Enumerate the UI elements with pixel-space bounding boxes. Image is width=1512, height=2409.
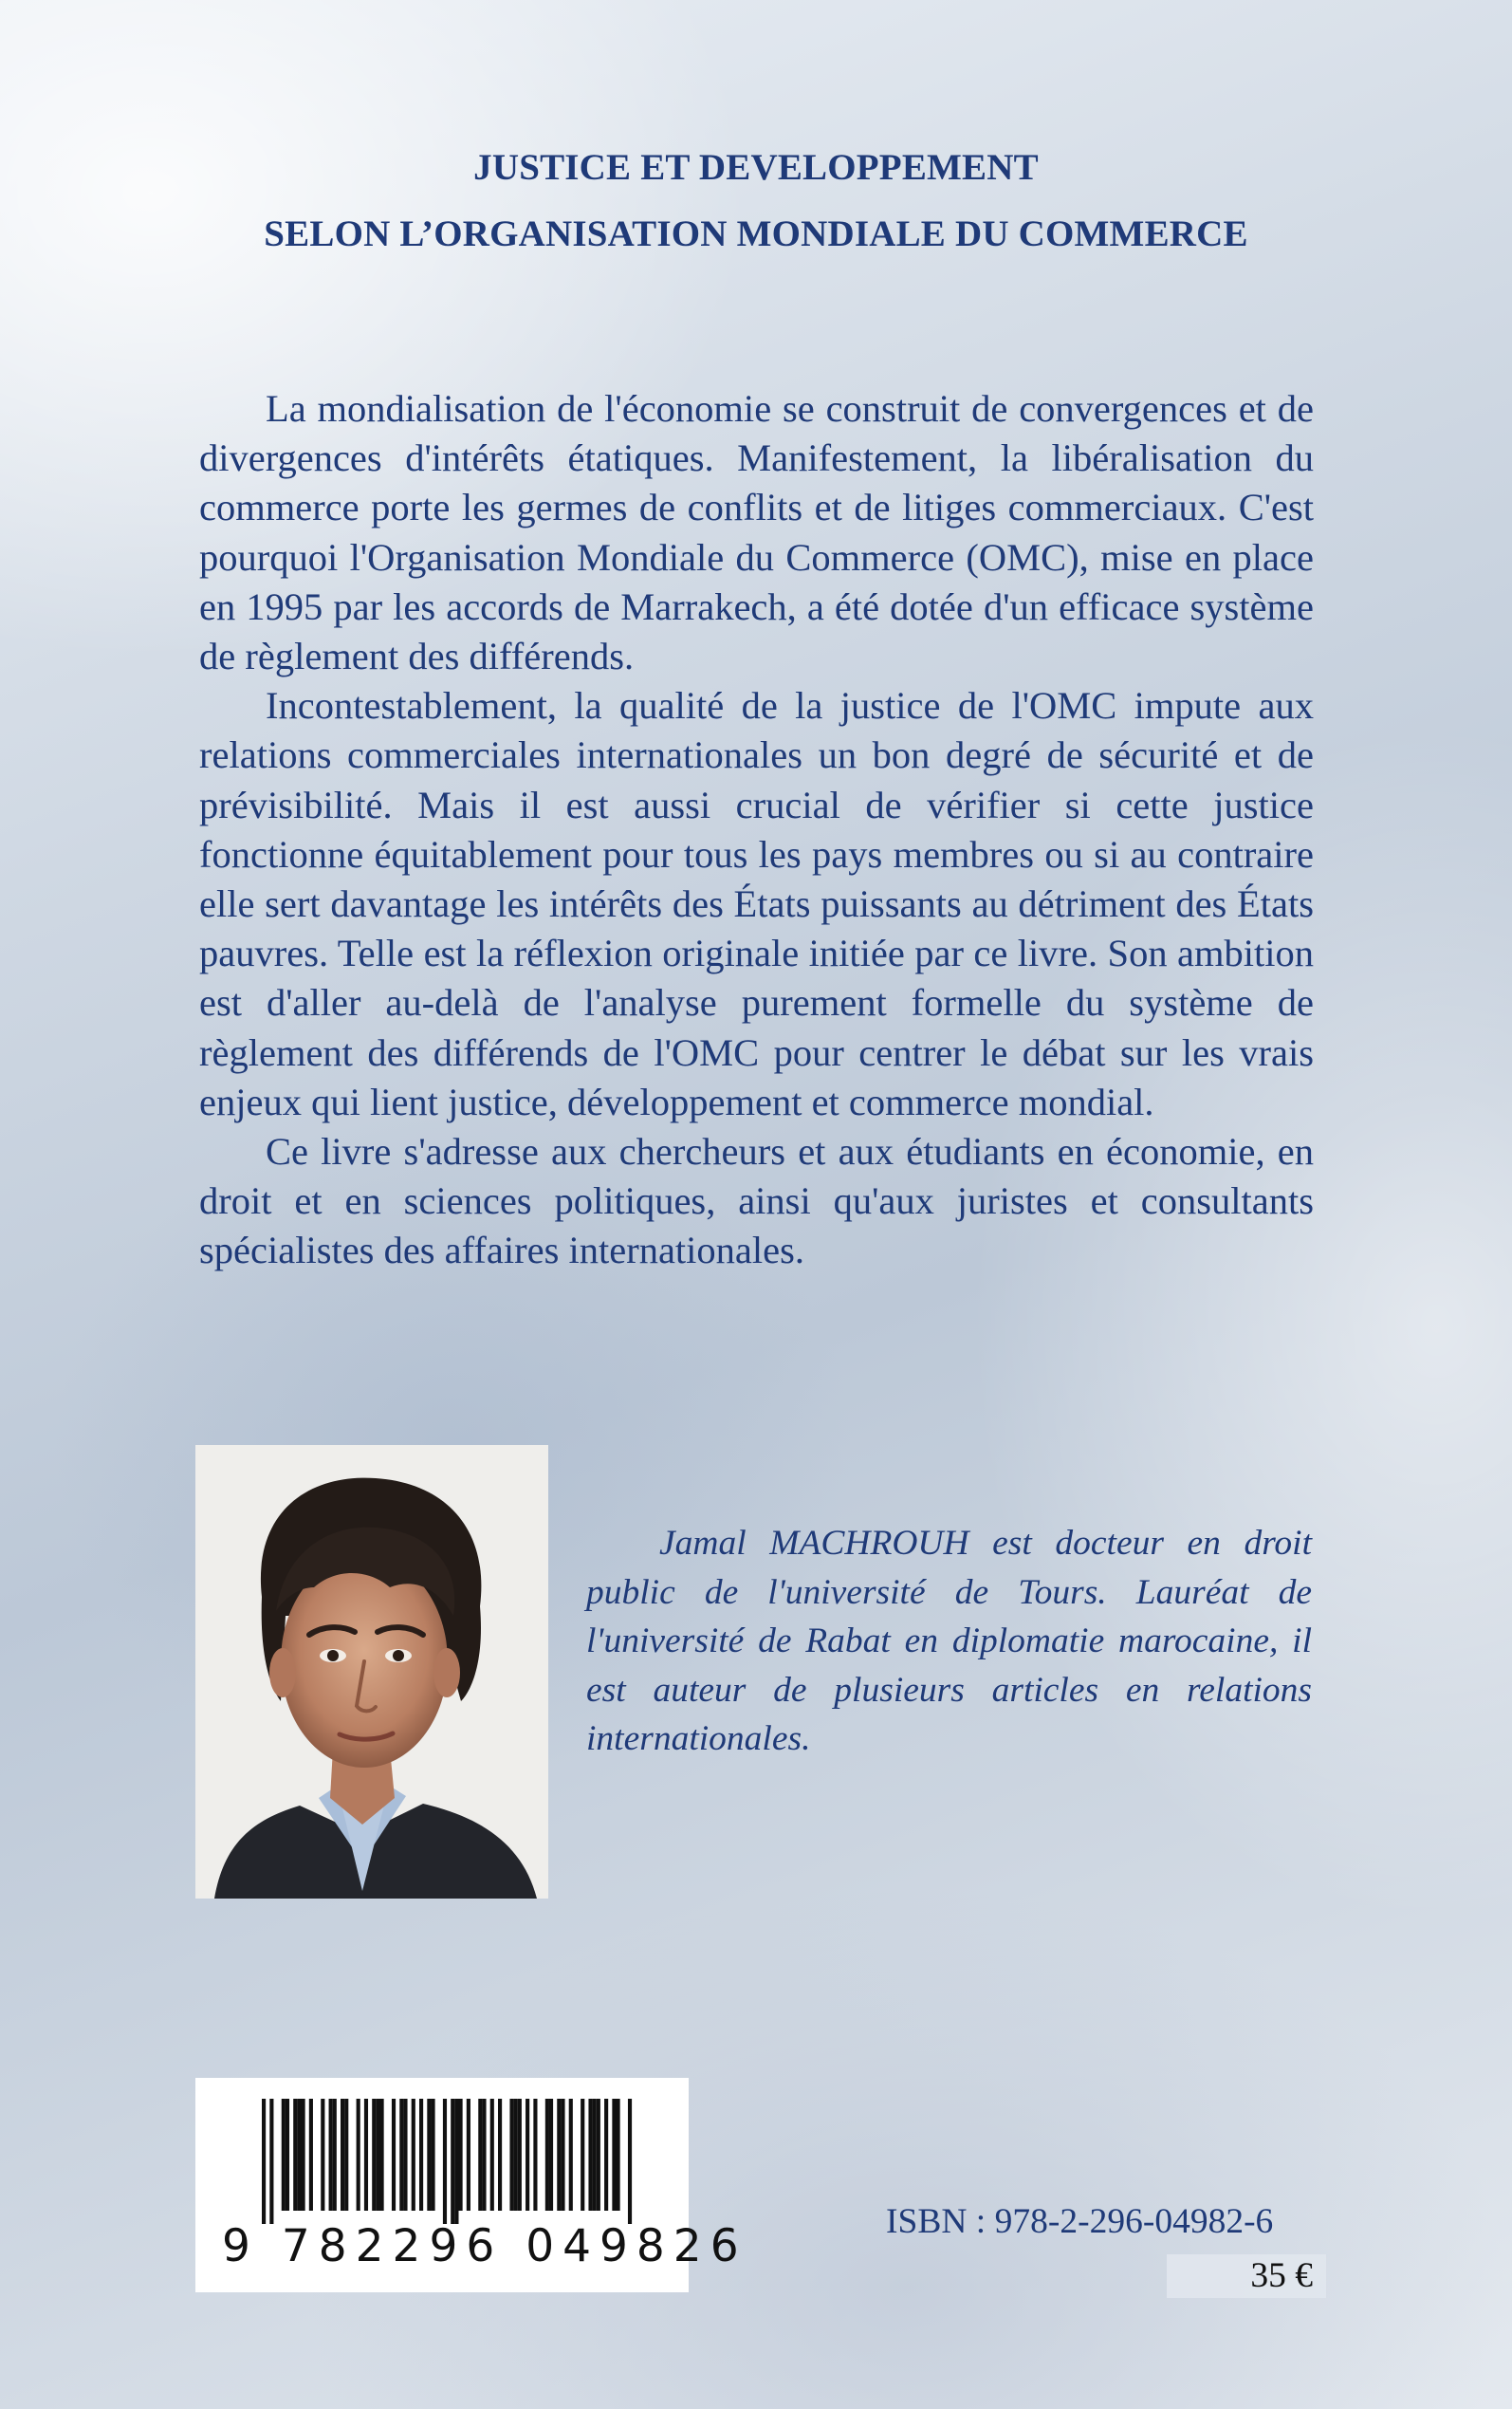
barcode-bar xyxy=(509,2099,513,2211)
barcode-bar xyxy=(392,2099,396,2211)
barcode-bar xyxy=(309,2099,313,2211)
barcode-bar xyxy=(427,2099,431,2211)
barcode-bar xyxy=(302,2099,305,2211)
barcode-bar xyxy=(604,2099,608,2211)
barcode-bar xyxy=(364,2099,368,2211)
isbn: ISBN : 978-2-296-04982-6 xyxy=(886,2202,1274,2241)
barcode-bar xyxy=(459,2099,463,2211)
barcode-bar xyxy=(478,2099,482,2211)
barcode-bar xyxy=(617,2099,620,2211)
author-photo xyxy=(195,1445,548,1899)
barcode-bar xyxy=(344,2099,348,2211)
barcode-bar xyxy=(329,2099,333,2211)
barcode-bar xyxy=(612,2099,616,2211)
barcode-bar xyxy=(293,2099,297,2211)
barcode-bar xyxy=(526,2099,529,2211)
barcode-bar xyxy=(269,2099,273,2224)
barcode-bar xyxy=(262,2099,266,2224)
barcode-bar xyxy=(628,2099,632,2224)
barcode-bar xyxy=(569,2099,573,2211)
summary-paragraph-1: La mondialisation de l'économie se construit de convergences et de divergences d'intérêts étatiques. Manifestement, la libéralisation du commerce porte les germes de conflits et de litiges commerciaux. C'est pourquoi l'Organisation Mondiale du Commerce (OMC), mise en place en 1995 par les accords de Marrakech, a été dotée d'un efficace système de règlement des différends. xyxy=(199,387,1314,678)
title-line-1: JUSTICE ET DEVELOPPEMENT xyxy=(473,147,1039,188)
barcode-bar xyxy=(597,2099,600,2211)
barcode-bar xyxy=(454,2099,458,2224)
barcode-bar xyxy=(282,2099,286,2211)
author-portrait-illustration xyxy=(195,1445,548,1899)
barcode-bar xyxy=(321,2099,324,2211)
author-bio: Jamal MACHROUH est docteur en droit public de l'université de Tours. Lauréat de l'université de Rabat en diplomatie marocaine, il est auteur de plusieurs articles en relations internationales. xyxy=(586,1524,1312,1758)
barcode-bar xyxy=(490,2099,494,2211)
barcode-bar xyxy=(399,2099,403,2211)
barcode-bar xyxy=(557,2099,561,2211)
barcode-bar xyxy=(593,2099,597,2211)
barcode-bar xyxy=(451,2099,454,2224)
barcode-bar xyxy=(443,2099,447,2224)
barcode-bar xyxy=(376,2099,379,2211)
price-tag xyxy=(1167,2254,1326,2298)
barcode-bar xyxy=(380,2099,384,2211)
barcode-bar xyxy=(545,2099,549,2211)
barcode-bar xyxy=(412,2099,415,2211)
barcode-bar xyxy=(297,2099,301,2211)
barcode-bar xyxy=(419,2099,423,2211)
summary-paragraph-3: Ce livre s'adresse aux chercheurs et aux étudiants en économie, en droit et en sciences politiques, ainsi qu'aux juristes et consultants spécialistes des affaires internationales. xyxy=(199,1130,1314,1272)
barcode-bar xyxy=(431,2099,434,2211)
barcode-bar xyxy=(482,2099,486,2211)
barcode-bar xyxy=(372,2099,376,2211)
barcode-bar xyxy=(286,2099,289,2211)
barcode-bar xyxy=(357,2099,360,2211)
book-title xyxy=(0,135,1512,268)
price: 35 € xyxy=(1250,2256,1313,2295)
barcode-bar xyxy=(514,2099,518,2211)
barcode-bar xyxy=(533,2099,537,2211)
barcode-bar xyxy=(549,2099,553,2211)
barcode-bar xyxy=(518,2099,522,2211)
summary-paragraph-2: Incontestablement, la qualité de la justice de l'OMC impute aux relations commerciales internationales un bon degré de sécurité et de prévisibilité. Mais il est aussi crucial de vérifier si cette justice fonctionne équitablement pour tous les pays membres ou si au contraire elle sert davantage les intérêts des États puissants au détriment des États pauvres. Telle est la réflexion originale initiée par ce livre. Son ambition est d'aller au-delà de l'analyse purement formelle du système de règlement des différends de l'OMC pour centrer le débat sur les vrais enjeux qui lient justice, développement et commerce mondial. xyxy=(199,684,1314,1123)
barcode-bar xyxy=(581,2099,584,2211)
barcode-bar xyxy=(403,2099,407,2211)
summary xyxy=(199,384,1314,1276)
barcode-bar xyxy=(498,2099,502,2211)
barcode-bar xyxy=(341,2099,344,2211)
barcode-bar xyxy=(467,2099,470,2211)
barcode-bar xyxy=(588,2099,592,2211)
title-line-2: SELON L’ORGANISATION MONDIALE DU COMMERCE xyxy=(264,213,1248,254)
barcode-digits: 9 782296 049826 xyxy=(222,2220,747,2272)
barcode-bar xyxy=(333,2099,337,2211)
barcode-bar xyxy=(561,2099,564,2211)
barcode xyxy=(195,2078,747,2292)
